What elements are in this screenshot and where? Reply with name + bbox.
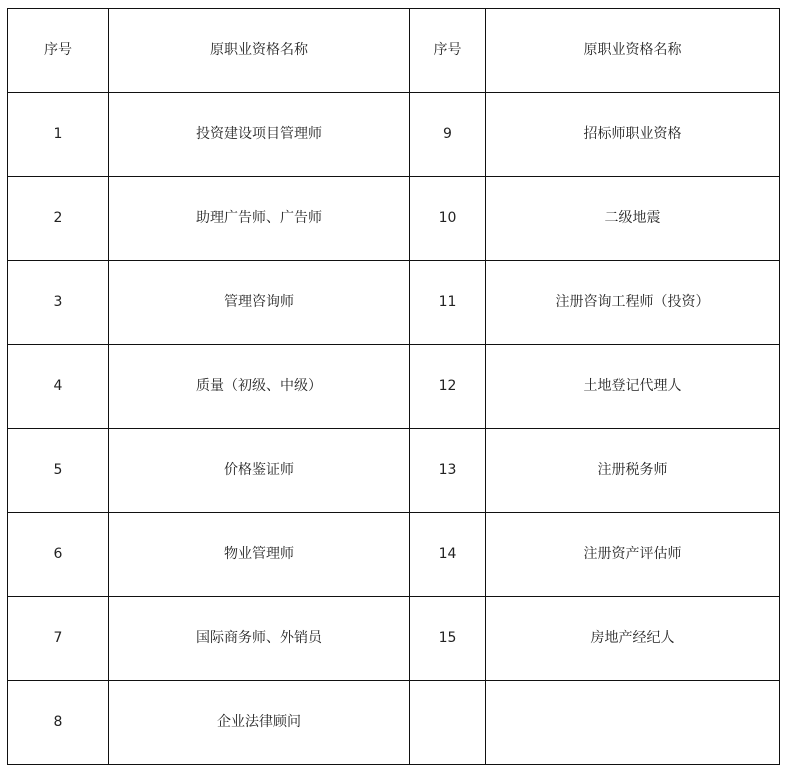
row-index-right: 11 xyxy=(410,261,486,345)
row-index-right: 15 xyxy=(410,597,486,681)
header-name-left: 原职业资格名称 xyxy=(109,9,410,93)
qualification-table-container xyxy=(7,8,780,765)
row-index-right: 14 xyxy=(410,513,486,597)
row-index-left: 7 xyxy=(8,597,109,681)
row-index-left: 3 xyxy=(8,261,109,345)
row-index-right: 10 xyxy=(410,177,486,261)
row-name-right: 注册咨询工程师（投资） xyxy=(486,261,780,345)
table-row xyxy=(8,597,780,681)
row-index-right: 13 xyxy=(410,429,486,513)
row-name-left: 价格鉴证师 xyxy=(109,429,410,513)
table-row xyxy=(8,429,780,513)
row-name-left: 国际商务师、外销员 xyxy=(109,597,410,681)
table-row xyxy=(8,177,780,261)
header-index-left: 序号 xyxy=(8,9,109,93)
row-name-right: 招标师职业资格 xyxy=(486,93,780,177)
row-name-right: 注册资产评估师 xyxy=(486,513,780,597)
row-index-left: 2 xyxy=(8,177,109,261)
row-index-right: 12 xyxy=(410,345,486,429)
row-index-left: 8 xyxy=(8,681,109,765)
row-name-left: 投资建设项目管理师 xyxy=(109,93,410,177)
table-row xyxy=(8,513,780,597)
row-name-right: 二级地震 xyxy=(486,177,780,261)
row-name-right: 注册税务师 xyxy=(486,429,780,513)
row-index-left: 6 xyxy=(8,513,109,597)
table-row xyxy=(8,681,780,765)
row-index-left: 4 xyxy=(8,345,109,429)
row-index-left: 1 xyxy=(8,93,109,177)
row-index-right: 9 xyxy=(410,93,486,177)
row-name-left: 物业管理师 xyxy=(109,513,410,597)
row-name-right: 土地登记代理人 xyxy=(486,345,780,429)
row-name-left: 管理咨询师 xyxy=(109,261,410,345)
row-index-right xyxy=(410,681,486,765)
table-row xyxy=(8,261,780,345)
qualification-table xyxy=(7,8,780,765)
header-name-right: 原职业资格名称 xyxy=(486,9,780,93)
row-name-left: 质量（初级、中级） xyxy=(109,345,410,429)
table-row xyxy=(8,345,780,429)
row-name-left: 企业法律顾问 xyxy=(109,681,410,765)
table-header-row xyxy=(8,9,780,93)
row-name-right xyxy=(486,681,780,765)
row-name-right: 房地产经纪人 xyxy=(486,597,780,681)
header-index-right: 序号 xyxy=(410,9,486,93)
row-index-left: 5 xyxy=(8,429,109,513)
table-row xyxy=(8,93,780,177)
row-name-left: 助理广告师、广告师 xyxy=(109,177,410,261)
